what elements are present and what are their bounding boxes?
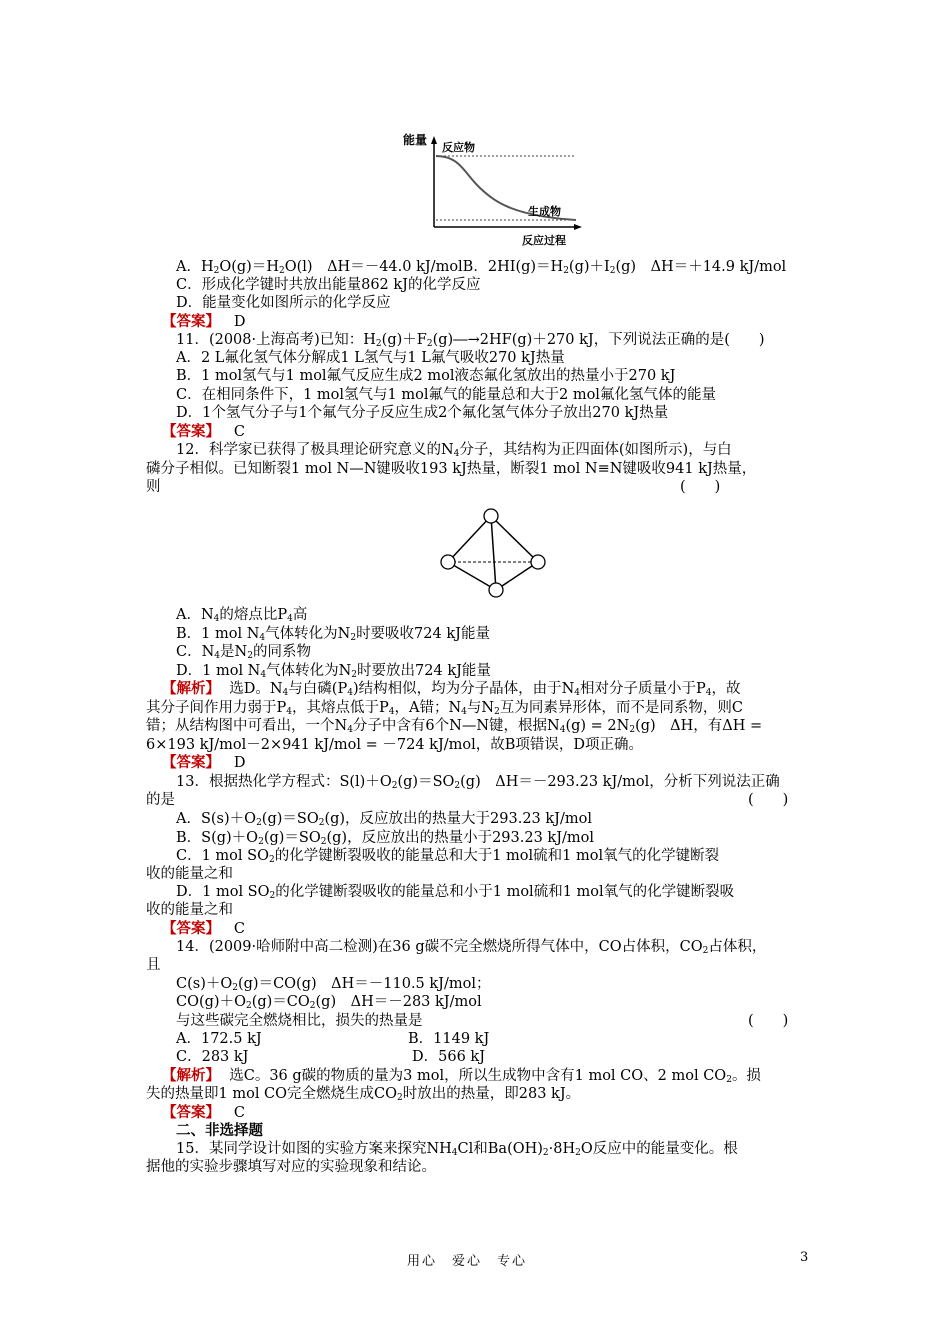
energy-axis-label: 能量 xyxy=(403,133,428,147)
q12-option-b: B．1 mol $N_4$气体转化为$N_2$时要吸收724 kJ能量 xyxy=(176,626,490,643)
q13-option-d-line1: D．1 mol $SO_2$的化学键断裂吸收的能量总和小于1 mol硫和1 mol氧气的化学键断裂吸 xyxy=(176,884,735,901)
page-footer: 用心 爱心 专心 xyxy=(407,1254,528,1269)
n-atom xyxy=(489,583,503,597)
q14-stem-line2: 且 xyxy=(146,957,161,973)
q13-option-d-line2: 收的能量之和 xyxy=(146,902,233,918)
q14-answer: 【答案】 C xyxy=(162,1104,245,1121)
q14-option-d: D．566 kJ xyxy=(412,1049,486,1065)
answer-tag: 【答案】 xyxy=(162,754,220,771)
q13-option-c-line1: C．1 mol $SO_2$的化学键断裂吸收的能量总和大于1 mol硫和1 mol氧气的化学键断裂 xyxy=(176,848,720,865)
q11-stem: 11．(2008·上海高考)已知：$H_2(g)+F_2(g)―\to 2HF(g)+270$ kJ，下列说法正确的是( ) xyxy=(176,332,765,349)
q12-analysis-line2: 其分子间作用力弱于$P_4$，其熔点低于$P_4$，A错；$N_4$与$N_2$互为同素异形体，而不是同系物，则C xyxy=(146,700,743,717)
tetra-edge xyxy=(491,516,538,562)
section-heading: 二、非选择题 xyxy=(176,1122,263,1139)
n-atom xyxy=(441,555,455,569)
q14-option-c: C．283 kJ xyxy=(176,1049,249,1065)
q12-option-d: D．1 mol $N_4$气体转化为$N_2$时要放出724 kJ能量 xyxy=(176,663,491,680)
q15-stem-line1: 15．某同学设计如图的实验方案来探究$NH_4Cl$和$Ba(OH)_2\cdot 8H_2O$反应中的能量变化。根 xyxy=(176,1141,738,1158)
q14-equation-1: $C(s)+O_2(g)=CO(g)$ ΔH＝－110.5 kJ/mol； xyxy=(176,976,491,993)
q12-option-a: A．$N_4$的熔点比$P_4$高 xyxy=(176,607,308,624)
q14-option-b: B．1149 kJ xyxy=(408,1031,490,1047)
n-atom xyxy=(484,509,498,523)
q13-option-c-line2: 收的能量之和 xyxy=(146,866,233,882)
y-axis-arrow xyxy=(431,136,437,144)
q10-option-d: D．能量变化如图所示的化学反应 xyxy=(176,295,391,311)
q14-equation-2: $CO(g)+O_2(g)=CO_2(g)$ ΔH＝－283 kJ/mol xyxy=(176,994,482,1011)
tetra-edge xyxy=(491,516,496,590)
q15-stem-line2: 据他的实验步骤填写对应的实验现象和结论。 xyxy=(146,1159,436,1175)
tetrahedron-diagram xyxy=(436,506,548,602)
q11-answer: 【答案】 C xyxy=(162,423,245,440)
q12-analysis-line4: 6×193 kJ/mol－2×941 kJ/mol = －724 kJ/mol，故B项错误，D项正确。 xyxy=(146,737,644,753)
q14-option-a: A．172.5 kJ xyxy=(176,1031,262,1047)
q14-analysis-line2: 失的热量即1 mol CO完全燃烧生成$CO_2$时放出的热量，即283 kJ。 xyxy=(146,1086,581,1103)
n-atom xyxy=(531,555,545,569)
q10-answer: 【答案】 D xyxy=(162,313,246,330)
q11-option-c: C．在相同条件下，1 mol氢气与1 mol氟气的能量总和大于2 mol氟化氢气体的能量 xyxy=(176,387,716,403)
q12-answer-blank: ( ) xyxy=(680,479,721,495)
q13-answer-blank: ( ) xyxy=(748,792,789,808)
q12-stem-line3: 则 xyxy=(146,479,161,495)
q13-stem-line1: 13．根据热化学方程式：$S(l)+O_2(g)=SO_2(g)$ ΔH＝－293.23 kJ/mol，分析下列说法正确 xyxy=(176,774,780,791)
q12-answer: 【答案】 D xyxy=(162,754,246,771)
q11-option-d: D．1个氢气分子与1个氟气分子反应生成2个氟化氢气体分子放出270 kJ热量 xyxy=(176,405,669,421)
tetra-edge xyxy=(448,516,491,562)
q13-option-a: A．$S(s)+O_2(g)=SO_2(g)$，反应放出的热量大于293.23 kJ/mol xyxy=(176,811,592,828)
answer-tag: 【答案】 xyxy=(162,423,220,440)
q13-answer: 【答案】 C xyxy=(162,920,245,937)
q12-option-c: C．$N_4$是$N_2$的同系物 xyxy=(176,644,311,661)
q11-option-b: B．1 mol氢气与1 mol氟气反应生成2 mol液态氟化氢放出的热量小于270 kJ xyxy=(176,368,676,384)
answer-tag: 【答案】 xyxy=(162,1104,220,1121)
q14-stem-line5: 与这些碳完全燃烧相比，损失的热量是 xyxy=(176,1013,423,1029)
answer-tag: 【答案】 xyxy=(162,920,220,937)
analysis-tag: 【解析】 xyxy=(162,1067,220,1084)
q12-stem-line1: 12．科学家已获得了极具理论研究意义的$N_4$分子，其结构为正四面体(如图所示)，与白 xyxy=(176,442,732,459)
page-number: 3 xyxy=(800,1250,809,1265)
q12-stem-line2: 磷分子相似。已知断裂1 mol N—N键吸收193 kJ热量，断裂1 mol N≡N键吸收941 kJ热量， xyxy=(146,461,757,477)
q14-answer-blank: ( ) xyxy=(748,1013,789,1029)
q12-analysis-line3: 错；从结构图中可看出，一个$N_4$分子中含有6个N—N键，根据$N_4(g) = 2N_2(g)$ ΔH，有ΔH = xyxy=(146,718,763,735)
q11-option-a: A．2 L氟化氢气体分解成1 L氢气与1 L氟气吸收270 kJ热量 xyxy=(176,350,565,366)
reactant-label: 反应物 xyxy=(442,141,475,154)
product-label: 生成物 xyxy=(528,205,561,218)
q12-analysis-line1: 【解析】 选D。$N_4$与白磷$(P_4)$结构相似，均为分子晶体，由于$N_4$相对分子质量小于$P_4$，故 xyxy=(162,680,741,698)
q13-stem-line2: 的是 xyxy=(146,792,175,808)
answer-tag: 【答案】 xyxy=(162,313,220,330)
x-axis-arrow xyxy=(574,224,582,230)
q10-option-a-b: A．$H_2O(g)=H_2O(l)$ ΔH＝－44.0 kJ/molB．$2HI(g)=H_2(g)+I_2(g)$ ΔH＝＋14.9 kJ/mol xyxy=(176,259,787,276)
q14-stem-line1: 14．(2009·哈师附中高二检测)在36 g碳不完全燃烧所得气体中，CO占体积，$CO_2$占体积， xyxy=(176,939,767,956)
reaction-axis-label: 反应过程 xyxy=(522,234,566,247)
analysis-tag: 【解析】 xyxy=(162,680,220,697)
tetra-edge xyxy=(448,562,496,590)
q14-analysis-line1: 【解析】 选C。36 g碳的物质的量为3 mol，所以生成物中含有1 mol CO、2 mol $CO_2$。损 xyxy=(162,1067,761,1085)
energy-diagram xyxy=(400,128,590,248)
q10-option-c: C．形成化学键时共放出能量862 kJ的化学反应 xyxy=(176,277,481,293)
q13-option-b: B．$S(g)+O_2(g)=SO_2(g)$，反应放出的热量小于293.23 kJ/mol xyxy=(176,830,595,847)
